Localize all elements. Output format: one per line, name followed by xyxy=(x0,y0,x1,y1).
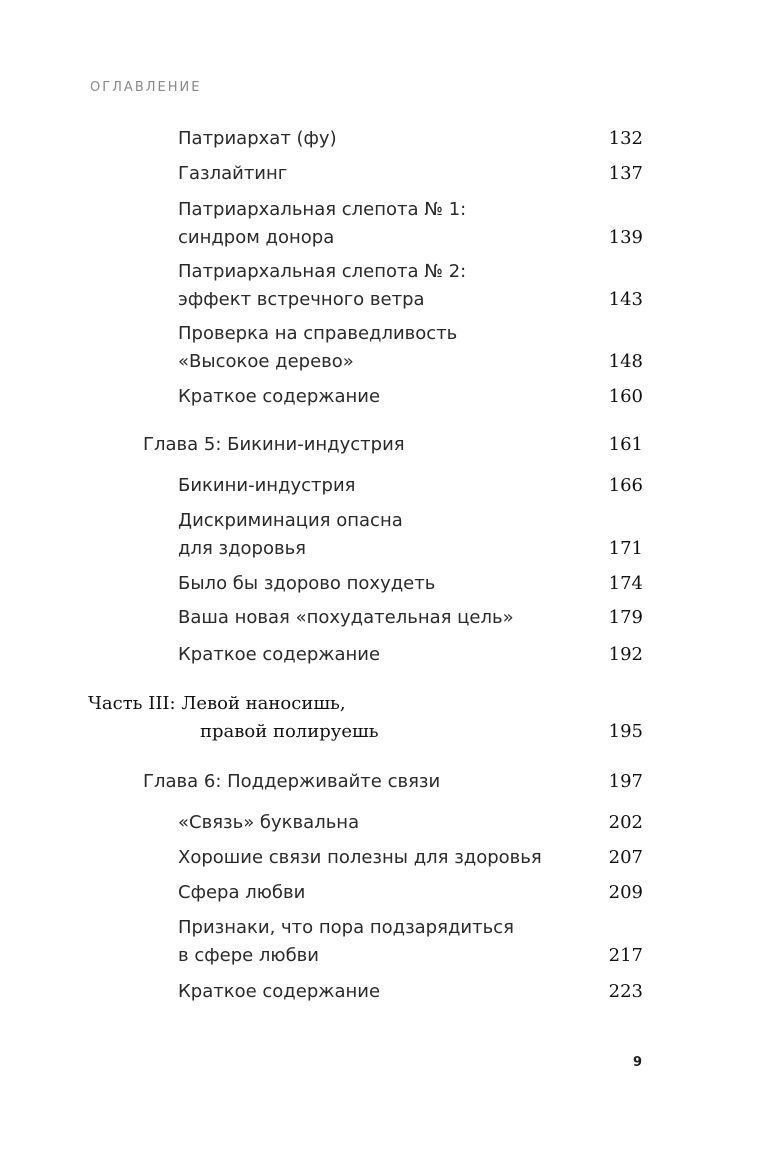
toc-entry-title: Краткое содержание xyxy=(178,644,381,665)
toc-entry-title: Хорошие связи полезны для здоровья xyxy=(178,847,542,868)
toc-entry-title: Было бы здорово похудеть xyxy=(178,573,436,594)
toc-part-title: Часть III: Левой наносишь, правой полируешь xyxy=(88,693,379,742)
toc-entry-title: Газлайтинг xyxy=(178,163,288,184)
running-header: ОГЛАВЛЕНИЕ xyxy=(90,80,202,95)
toc-entry-title: Признаки, что пора подзарядиться в сфере любви xyxy=(178,917,514,966)
toc-entry-title: «Связь» буквальна xyxy=(178,812,360,833)
toc-entry-title: Бикини-индустрия xyxy=(178,475,356,496)
folio-page-number: 9 xyxy=(632,1055,642,1070)
toc-entry-title: Глава 5: Бикини-индустрия xyxy=(143,434,405,455)
toc-entry-title: Глава 6: Поддерживайте связи xyxy=(143,771,441,792)
toc-entry-title: Краткое содержание xyxy=(178,981,381,1002)
toc-entry-title: Проверка на справедливость «Высокое дерево» xyxy=(178,323,458,372)
toc-page-number: 161 xyxy=(608,434,643,455)
toc-entry-title: Патриархальная слепота № 2: эффект встречного ветра xyxy=(178,261,467,310)
toc-page-number: 202 xyxy=(608,812,643,833)
toc-page-number: 217 xyxy=(608,945,643,966)
toc-page-number: 166 xyxy=(608,475,643,496)
toc-page-number: 174 xyxy=(608,573,643,594)
toc-page-number: 143 xyxy=(608,289,643,310)
toc-page-number: 179 xyxy=(608,607,643,628)
toc-page-number: 195 xyxy=(608,721,643,742)
toc-page-number: 148 xyxy=(608,351,643,372)
toc-entry-title: Сфера любви xyxy=(178,882,306,903)
toc-entry-title: Дискриминация опасна для здоровья xyxy=(178,510,403,559)
toc-page-number: 223 xyxy=(608,981,643,1002)
toc-page-number: 132 xyxy=(608,128,643,149)
toc-page-number: 192 xyxy=(608,644,643,665)
toc-page-number: 137 xyxy=(608,163,643,184)
toc-page-number: 209 xyxy=(608,882,643,903)
toc-entry-title: Краткое содержание xyxy=(178,386,381,407)
toc-page-number: 171 xyxy=(608,538,643,559)
toc-page-number: 207 xyxy=(608,847,643,868)
toc-entry-title: Ваша новая «похудательная цель» xyxy=(178,607,514,628)
toc-page-number: 139 xyxy=(608,227,643,248)
toc-page-number: 197 xyxy=(608,771,643,792)
toc-page-number: 160 xyxy=(608,386,643,407)
toc-entry-title: Патриархат (фу) xyxy=(178,128,337,149)
toc-entry-title: Патриархальная слепота № 1: синдром донора xyxy=(178,199,467,248)
